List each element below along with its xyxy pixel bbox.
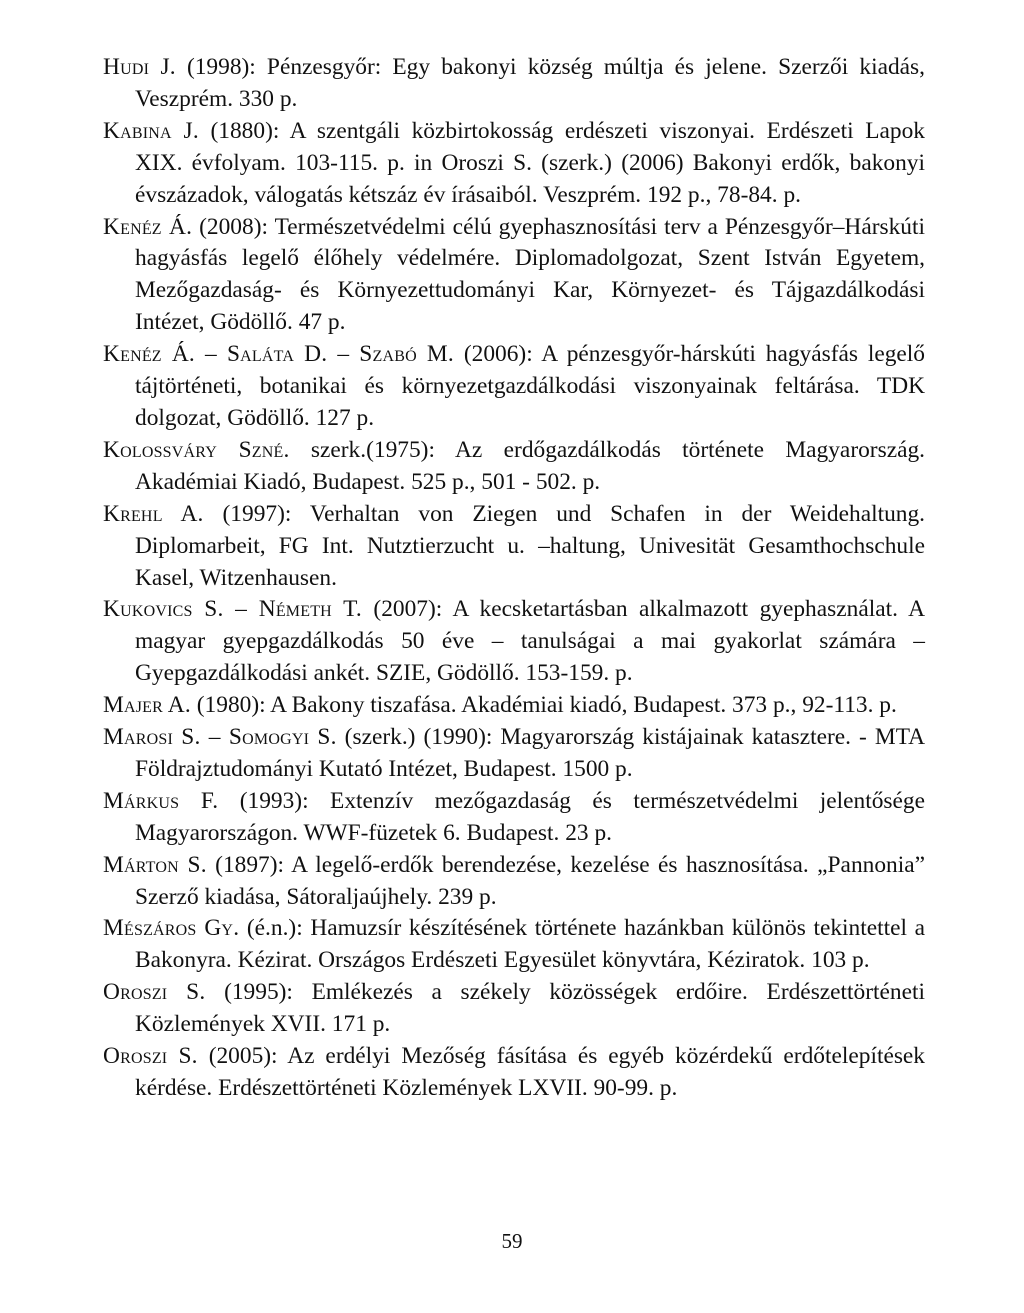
reference-author: Márkus F.: [103, 787, 219, 814]
reference-entry: [103, 786, 925, 850]
reference-entry: [103, 116, 925, 212]
page-number: 59: [501, 1229, 523, 1253]
reference-text: (1880): A szentgáli közbirtokosság erdészeti viszonyai. Erdészeti Lapok XIX. évfolyam. 103-115. p. in Oroszi S. (szerk.) (2006) Bakonyi erdők, bakonyi évszázadok, válogatás kétszáz év írásaiból. Veszprém. 192 p., 78-84. p.: [135, 117, 925, 208]
reference-entry: [103, 594, 925, 690]
reference-text: (1997): Verhaltan von Ziegen und Schafen in der Weidehaltung. Diplomarbeit, FG Int. Nutztierzucht u. –haltung, Univesität Gesamthochschule Kasel, Witzenhausen.: [135, 500, 926, 591]
reference-author: Hudi J.: [103, 54, 176, 80]
reference-text: (2006): A pénzesgyőr-hárskúti hagyásfás legelő tájtörténeti, botanikai és környezetgazdálkodási viszonyainak feltárása. TDK dolgozat, Gödöllő. 127 p.: [135, 341, 925, 431]
reference-entry: [103, 499, 925, 595]
reference-text: (1993): Extenzív mezőgazdaság és természetvédelmi jelentősége Magyarországon. WWF-füzetek 6. Budapest. 23 p.: [135, 787, 925, 846]
reference-author: Kenéz Á. – Saláta D. – Szabó M.: [103, 341, 454, 368]
reference-author: Kenéz Á.: [103, 213, 193, 240]
reference-author: Oroszi S.: [103, 1043, 198, 1070]
reference-entry: [103, 1041, 925, 1105]
reference-text: szerk.(1975): Az erdőgazdálkodás története Magyarország. Akadémiai Kiadó, Budapest. 525 p., 501 - 502. p.: [135, 436, 926, 495]
reference-text: (2008): Természetvédelmi célú gyephasznosítási terv a Pénzesgyőr–Hárskúti hagyásfás legelő élőhely védelmére. Diplomadolgozat, Szent István Egyetem, Mezőgazdaság- és Környezettudományi Kar, Környezet- és Tájgazdálkodási Intézet, Gödöllő. 47 p.: [135, 213, 925, 336]
reference-entry: [103, 850, 925, 914]
reference-author: Kukovics S. – Németh T.: [103, 596, 362, 623]
reference-entry: [103, 690, 925, 722]
reference-text: (2007): A kecsketartásban alkalmazott gyephasználat. A magyar gyepgazdálkodás 50 éve – tanulságai a mai gyakorlat számára – Gyepgazdálkodási ankét. SZIE, Gödöllő. 153-159. p.: [135, 596, 925, 687]
reference-text: (é.n.): Hamuzsír készítésének története hazánkban különös tekintettel a Bakonyra. Kézirat. Országos Erdészeti Egyesület könyvtára, Kéziratok. 103 p.: [135, 915, 925, 974]
reference-entry: [103, 52, 925, 116]
reference-entry: [103, 913, 925, 977]
reference-text: (1998): Pénzesgyőr: Egy bakonyi község múltja és jelene. Szerzői kiadás, Veszprém. 330 p.: [135, 54, 925, 112]
reference-author: Kolossváry Szné.: [103, 436, 290, 463]
reference-author: Marosi S. – Somogyi S.: [103, 724, 337, 751]
reference-text: (1995): Emlékezés a székely közösségek erdőire. Erdészettörténeti Közlemények XVII. 171 p.: [135, 979, 925, 1038]
reference-text: (1980): A Bakony tiszafása. Akadémiai kiadó, Budapest. 373 p., 92-113. p.: [190, 692, 897, 719]
reference-text: (1897): A legelő-erdők berendezése, kezelése és hasznosítása. „Pannonia” Szerző kiadása, Sátoraljaújhely. 239 p.: [135, 851, 925, 910]
reference-list: [103, 52, 925, 1105]
reference-entry: [103, 977, 925, 1041]
reference-entry: [103, 212, 925, 340]
reference-entry: [103, 339, 925, 435]
reference-text: (2005): Az erdélyi Mezőség fásítása és egyéb közérdekű erdőtelepítések kérdése. Erdészettörténeti Közlemények LXVII. 90-99. p.: [135, 1043, 925, 1101]
reference-entry: [103, 722, 925, 786]
reference-author: Majer A.: [103, 692, 191, 719]
reference-author: Oroszi S.: [103, 979, 206, 1006]
reference-author: Mészáros Gy.: [103, 915, 240, 942]
reference-author: Márton S.: [103, 851, 207, 878]
reference-text: (szerk.) (1990): Magyarország kistájainak katasztere. - MTA Földrajztudományi Kutató Intézet, Budapest. 1500 p.: [135, 724, 925, 782]
reference-entry: [103, 435, 925, 499]
reference-author: Kabina J.: [103, 117, 199, 144]
reference-author: Krehl A.: [103, 500, 204, 527]
